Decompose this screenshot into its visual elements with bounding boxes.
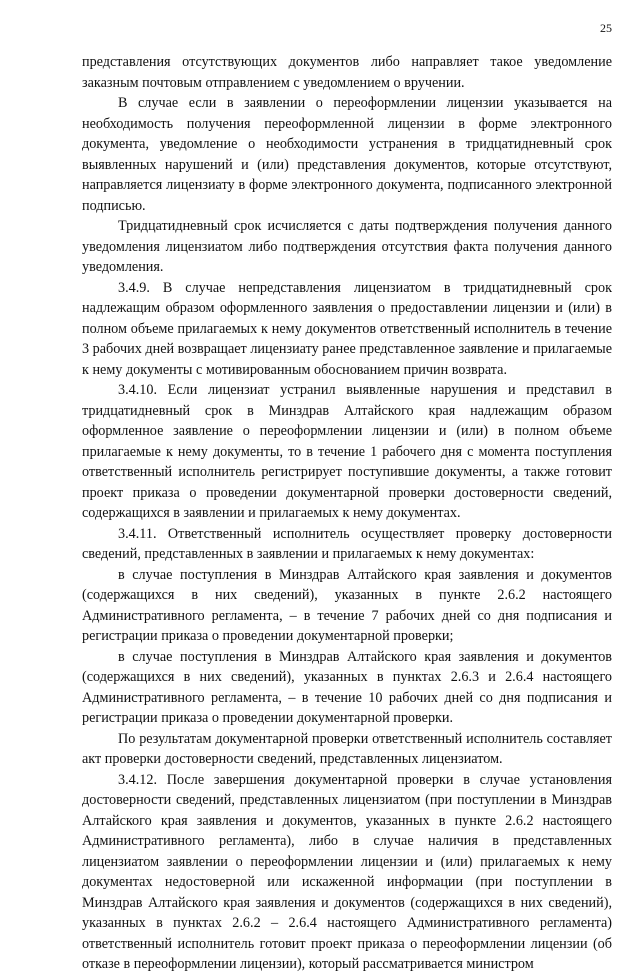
page-number: 25 — [600, 21, 612, 35]
paragraph-3-4-11-item-2: в случае поступления в Минздрав Алтайского края заявления и документов (содержащихся в них сведений), указанных в пунктах 2.6.3 и 2.6.4 настоящего Административного регламента, – в течение 10 рабочих дней со дня подписания и регистрации приказа о проведении документарной проверки. — [82, 648, 612, 726]
paragraph-2: В случае если в заявлении о переоформлении лицензии указывается на необходимость получения переоформленной лицензии в форме электронного документа, уведомление о необходимости устранения в тридцатидневный срок выявленных нарушений и (или) представления документов, которые отсутствуют, направляется лицензиату в форме электронного документа, подписанного электронной подписью. — [82, 95, 612, 214]
paragraph-3-4-10: 3.4.10. Если лицензиат устранил выявленные нарушения и представил в тридцатидневный срок в Минздрав Алтайского края надлежащим образом оформленное заявление о переоформлении лицензии и (или) в полном объеме прилагаемые к нему документы, то в течение 1 рабочего дня с момента поступления ответственный исполнитель регистрирует поступившие документы, а также готовит проект приказа о проведении документарной проверки достоверности сведений, содержащихся в заявлении и прилагаемых к нему документах. — [82, 382, 612, 521]
paragraph-3-4-9: 3.4.9. В случае непредставления лицензиатом в тридцатидневный срок надлежащим образом оформленного заявления о предоставлении лицензии и (или) в полном объеме прилагаемых к нему документов ответственный исполнитель в течение 3 рабочих дней возвращает лицензиату ранее представленное заявление и прилагаемые к нему документы с мотивированным обоснованием причин возврата. — [82, 279, 612, 378]
paragraph-results: По результатам документарной проверки ответственный исполнитель составляет акт проверки достоверности сведений, представленных лицензиатом. — [82, 730, 612, 767]
paragraph-3-4-11: 3.4.11. Ответственный исполнитель осуществляет проверку достоверности сведений, представленных в заявлении и прилагаемых к нему документах: — [82, 525, 612, 562]
body-text — [82, 52, 612, 975]
paragraph-3-4-11-item-1: в случае поступления в Минздрав Алтайского края заявления и документов (содержащихся в них сведений), указанных в пункте 2.6.2 настоящего Административного регламента, – в течение 7 рабочих дней со дня подписания и регистрации приказа о проведении документарной проверки; — [82, 566, 612, 644]
paragraph-1: представления отсутствующих документов либо направляет такое уведомление заказным почтовым отправлением с уведомлением о вручении. — [82, 54, 612, 91]
paragraph-3: Тридцатидневный срок исчисляется с даты подтверждения получения данного уведомления лицензиатом либо подтверждения отсутствия факта получения данного уведомления. — [82, 218, 612, 275]
paragraph-3-4-12: 3.4.12. После завершения документарной проверки в случае установления достоверности сведений, представленных лицензиатом (при поступлении в Минздрав Алтайского края заявления и документов, указанных в пункте 2.6.2 настоящего Административного регламента), либо в случае наличия в представленных лицензиатом заявлении о переоформлении лицензии и (или) прилагаемых к нему документах недостоверной или искаженной информации (при поступлении в Минздрав Алтайского края заявления и документов (содержащихся в них сведений), указанных в пунктах 2.6.2 – 2.6.4 настоящего Административного регламента) ответственный исполнитель готовит проект приказа о переоформлении лицензии (об отказе в переоформлении лицензии), который рассматривается министром — [82, 771, 612, 972]
